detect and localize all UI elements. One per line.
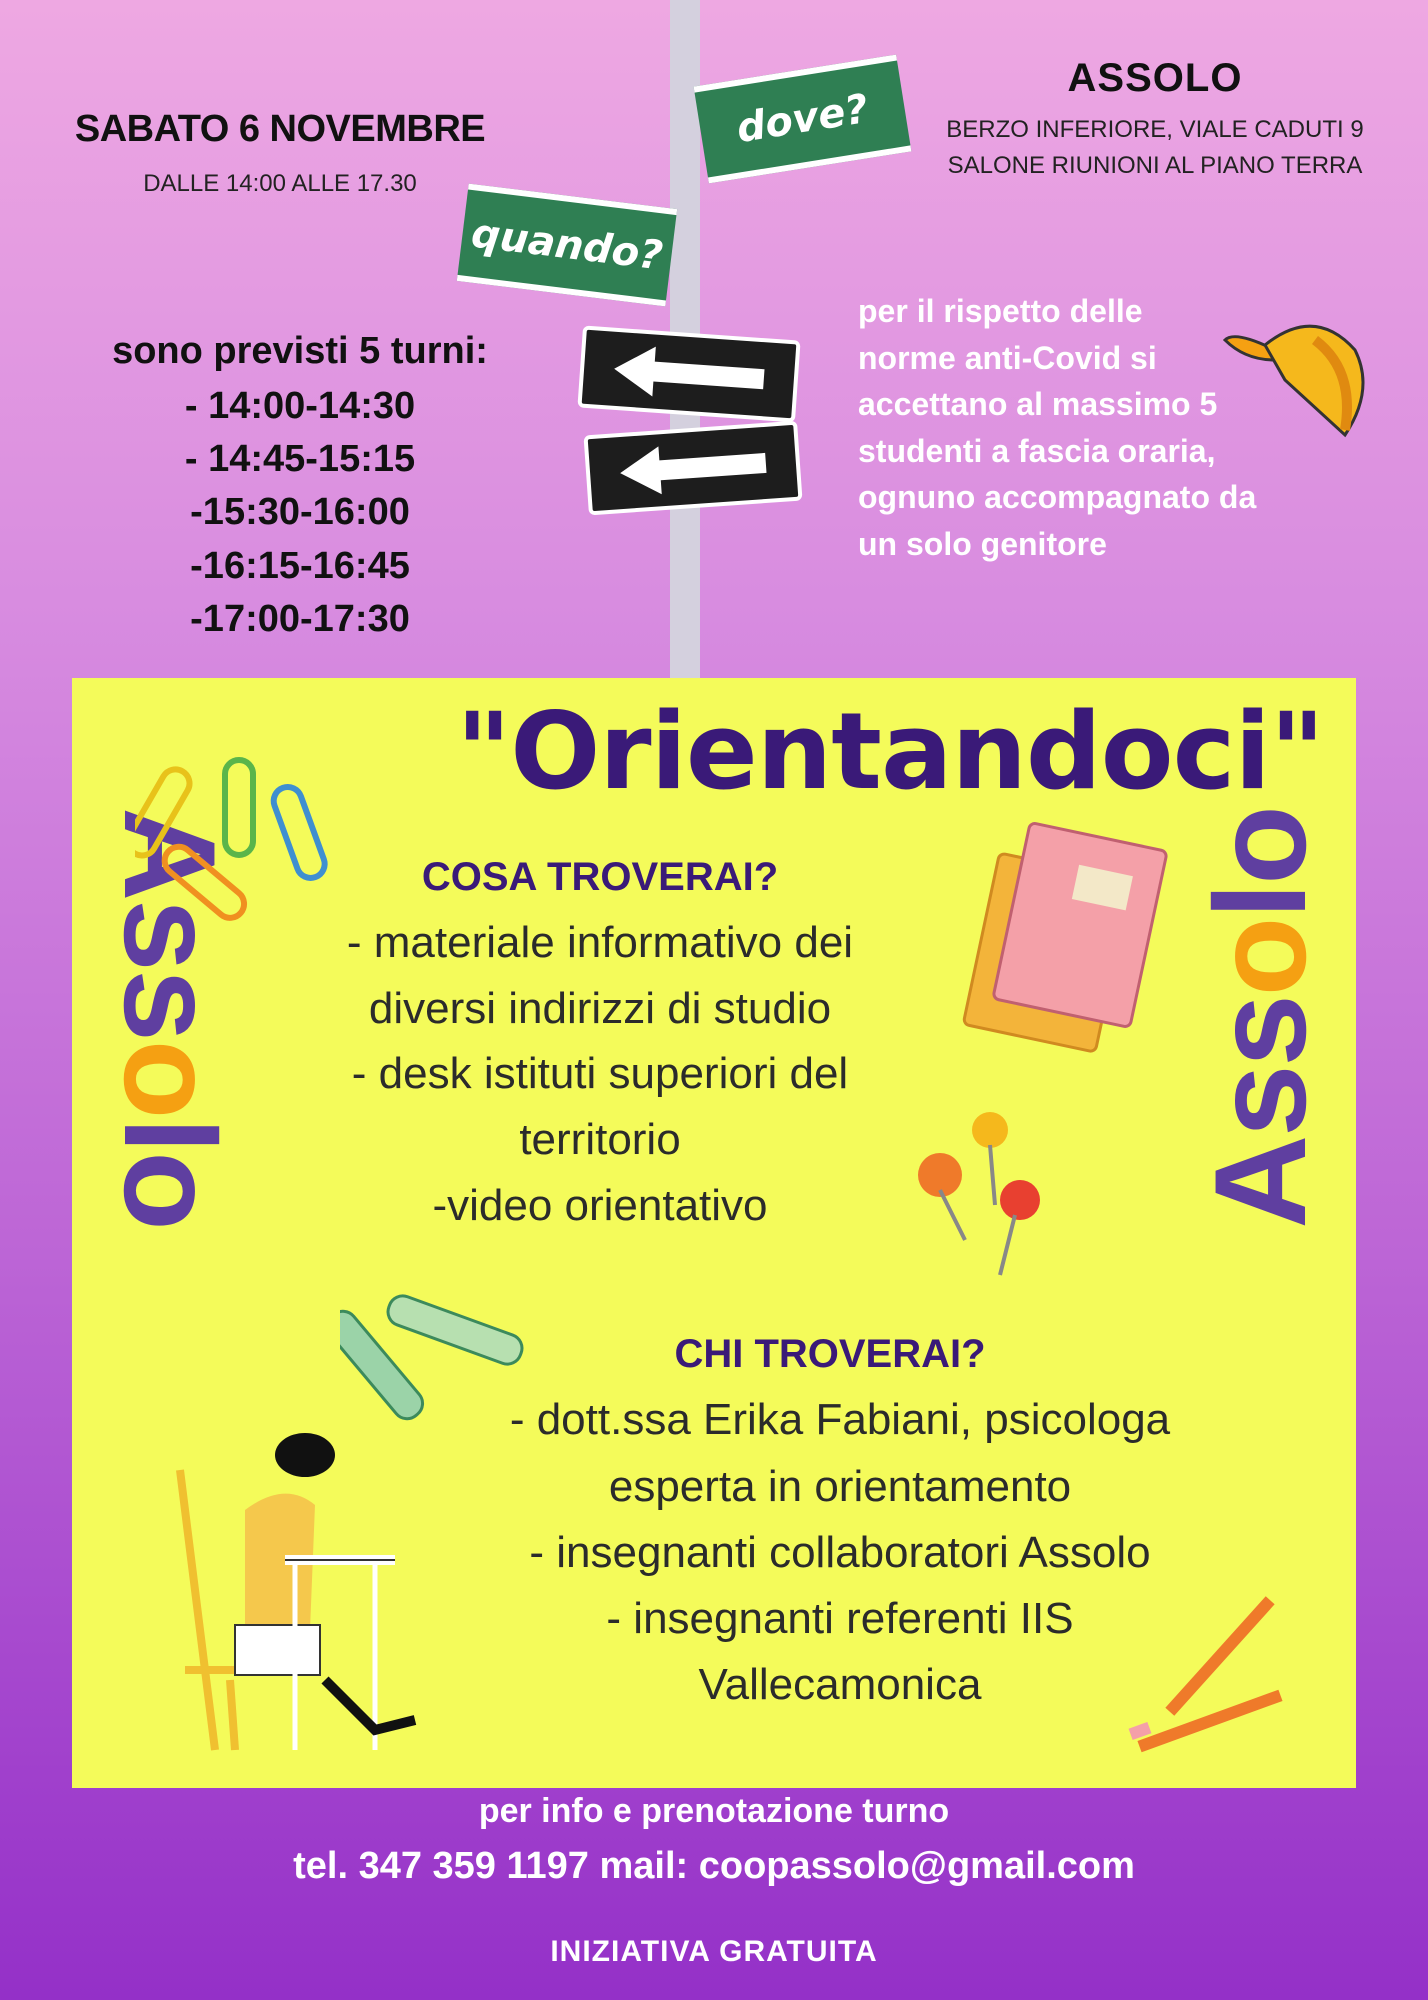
pencils-icon: [1125, 1590, 1295, 1755]
turn-item: - 14:45-15:15: [184, 438, 416, 480]
chi-line: - insegnanti collaboratori Assolo: [529, 1528, 1151, 1577]
turn-item: -15:30-16:00: [190, 491, 410, 533]
chi-heading: CHI TROVERAI?: [674, 1332, 986, 1376]
arrow-sign-1: [577, 325, 800, 422]
left-arrow-icon: [619, 439, 768, 497]
covid-line: studenti a fascia oraria,: [858, 432, 1216, 469]
address-line: SALONE RIUNIONI AL PIANO TERRA: [947, 152, 1363, 179]
student-illustration: [175, 1430, 435, 1760]
logo-text: Ass: [97, 807, 243, 1040]
cosa-line: territorio: [519, 1115, 681, 1164]
left-arrow-icon: [612, 344, 765, 404]
logo-text: lo: [97, 1117, 243, 1229]
covid-line: un solo genitore: [858, 525, 1107, 562]
cosa-line: - desk istituti superiori del: [351, 1049, 849, 1098]
chi-line: Vallecamonica: [698, 1660, 982, 1709]
address-line: BERZO INFERIORE, VIALE CADUTI 9: [946, 116, 1364, 143]
covid-line: accettano al massimo 5: [858, 386, 1218, 422]
logo-o: o: [1187, 918, 1333, 997]
hard-hat-icon: [1215, 310, 1375, 450]
event-date: SABATO 6 NOVEMBRE: [74, 108, 486, 150]
cosa-heading: COSA TROVERAI?: [421, 855, 779, 899]
arrow-sign-2: [583, 421, 802, 516]
turns-title: sono previsti 5 turni:: [112, 330, 488, 372]
notebooks-icon: [955, 815, 1195, 1055]
paperclips-icon: [135, 745, 350, 930]
turn-item: - 14:00-14:30: [184, 385, 416, 427]
contact-line: tel. 347 359 1197 mail: coopassolo@gmail.com: [293, 1845, 1135, 1887]
chi-line: esperta in orientamento: [608, 1462, 1072, 1511]
covid-line: per il rispetto delle: [858, 293, 1143, 329]
assolo-logo-right: [1185, 807, 1335, 1228]
logo-text: Ass: [1187, 996, 1333, 1229]
chi-line: - dott.ssa Erika Fabiani, psicologa: [509, 1395, 1171, 1444]
covid-line: ognuno accompagnato da: [858, 479, 1257, 515]
sign-dove: dove?: [694, 55, 912, 184]
chi-line: - insegnanti referenti IIS: [606, 1594, 1074, 1643]
sign-quando: quando?: [457, 184, 677, 307]
turn-item: -17:00-17:30: [190, 598, 410, 640]
organizer-title: ASSOLO: [1067, 56, 1243, 100]
cosa-line: diversi indirizzi di studio: [368, 984, 832, 1033]
turn-item: -16:15-16:45: [190, 545, 410, 587]
pushpins-icon: [905, 1110, 1055, 1290]
info-label: per info e prenotazione turno: [478, 1792, 950, 1830]
logo-text: lo: [1187, 807, 1333, 919]
cosa-line: - materiale informativo dei: [346, 918, 854, 967]
test-tubes-icon: [340, 1280, 530, 1430]
logo-o: o: [97, 1039, 243, 1118]
event-title: "Orientandoci": [455, 690, 1325, 813]
event-time: DALLE 14:00 ALLE 17.30: [143, 170, 417, 197]
free-event-label: INIZIATIVA GRATUITA: [550, 1935, 878, 1968]
covid-line: norme anti-Covid si: [858, 339, 1157, 376]
cosa-line: -video orientativo: [432, 1181, 768, 1230]
